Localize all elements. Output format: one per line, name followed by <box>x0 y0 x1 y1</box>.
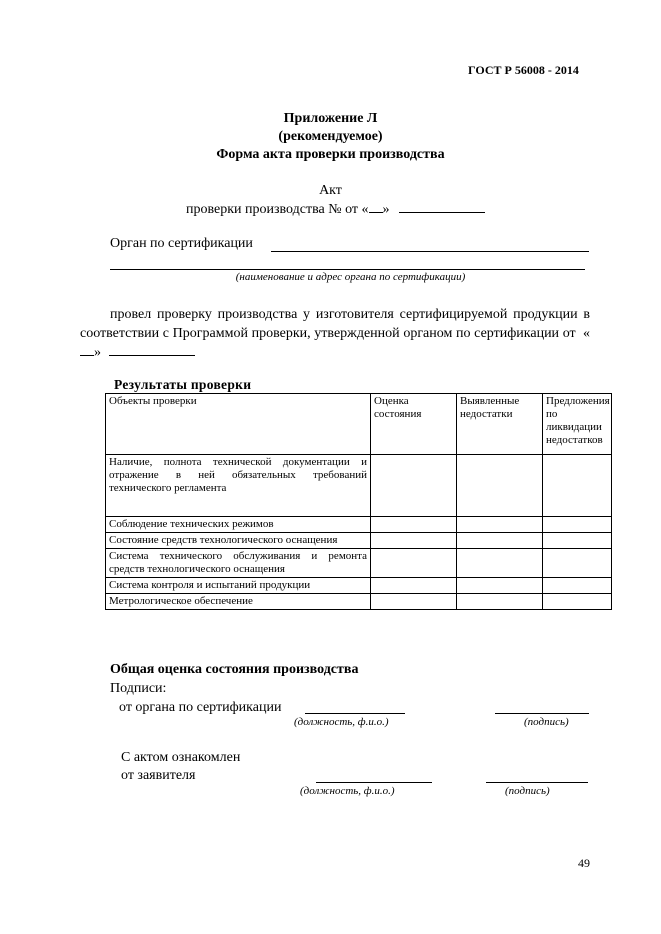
table-row <box>106 517 612 533</box>
cell-proposals[interactable] <box>543 578 612 594</box>
page-number: 49 <box>578 856 590 870</box>
from-certification-body-label: от органа по сертификации <box>119 700 282 715</box>
act-day-blank[interactable] <box>369 200 383 213</box>
org-position-field[interactable] <box>305 713 405 714</box>
applicant-signature-field[interactable] <box>486 782 588 783</box>
act-date-blank[interactable] <box>399 200 485 213</box>
from-applicant-label: от заявителя <box>121 768 196 783</box>
appendix-title: Приложение Л <box>283 111 378 126</box>
certification-body-field[interactable] <box>271 251 589 252</box>
cell-deficiencies[interactable] <box>457 517 543 533</box>
table-header-row <box>106 394 612 455</box>
cell-deficiencies[interactable] <box>457 594 543 610</box>
cell-deficiencies[interactable] <box>457 533 543 549</box>
inspection-paragraph <box>80 305 590 362</box>
cell-deficiencies[interactable] <box>457 455 543 517</box>
cell-proposals[interactable] <box>543 549 612 578</box>
header-deficiencies: Выявленные недостатки <box>457 394 543 455</box>
appendix-status: (рекомендуемое) <box>278 129 383 144</box>
org-signature-hint: (подпись) <box>524 716 569 728</box>
cell-proposals[interactable] <box>543 517 612 533</box>
header-proposals: Предложения по ликвидации недостатков <box>543 394 612 455</box>
results-table <box>105 393 612 610</box>
row-object: Состояние средств технологического оснащения <box>106 533 371 549</box>
acknowledged-label: С актом ознакомлен <box>121 750 241 765</box>
applicant-position-hint: (должность, ф.и.о.) <box>300 785 395 797</box>
row-object: Система контроля и испытаний продукции <box>106 578 371 594</box>
table-row <box>106 549 612 578</box>
applicant-signature-hint: (подпись) <box>505 785 550 797</box>
program-date-blank[interactable] <box>109 343 195 356</box>
signatures-label: Подписи: <box>110 681 167 696</box>
row-object: Система технического обслуживания и ремонта средств технологического оснащения <box>106 549 371 578</box>
cell-assessment[interactable] <box>371 455 457 517</box>
cell-deficiencies[interactable] <box>457 578 543 594</box>
org-signature-field[interactable] <box>495 713 589 714</box>
act-line-mid: » <box>382 202 390 217</box>
overall-assessment-title: Общая оценка состояния производства <box>110 662 359 677</box>
document-code: ГОСТ Р 56008 - 2014 <box>468 63 579 77</box>
cell-proposals[interactable] <box>543 455 612 517</box>
cell-proposals[interactable] <box>543 533 612 549</box>
certification-body-label: Орган по сертификации <box>110 236 253 251</box>
table-row <box>106 455 612 517</box>
org-position-hint: (должность, ф.и.о.) <box>294 716 389 728</box>
table-row <box>106 578 612 594</box>
cell-assessment[interactable] <box>371 594 457 610</box>
form-title: Форма акта проверки производства <box>216 147 445 162</box>
row-object: Наличие, полнота технической документации и отражение в ней обязательных требований технического регламента <box>106 455 371 517</box>
cell-assessment[interactable] <box>371 517 457 533</box>
paragraph-text: провел проверку производства у изготовителя сертифицируемой продукции в соответствии с Программой проверки, утвержденной органом по сертификации от <box>80 307 590 341</box>
certification-body-field-line2[interactable] <box>110 269 585 270</box>
act-number-line <box>186 200 485 218</box>
certification-body-hint: (наименование и адрес органа по сертификации) <box>235 271 466 283</box>
header-objects: Объекты проверки <box>106 394 371 455</box>
results-title: Результаты проверки <box>114 377 252 392</box>
act-line-prefix: проверки производства № от « <box>186 202 369 217</box>
act-heading: Акт <box>319 183 342 198</box>
table-row <box>106 594 612 610</box>
cell-deficiencies[interactable] <box>457 549 543 578</box>
cell-assessment[interactable] <box>371 533 457 549</box>
cell-assessment[interactable] <box>371 578 457 594</box>
table-row <box>106 533 612 549</box>
paragraph-date-close: » <box>94 345 101 360</box>
program-day-blank[interactable] <box>80 343 94 356</box>
row-object: Метрологическое обеспечение <box>106 594 371 610</box>
header-assessment: Оценка состояния <box>371 394 457 455</box>
cell-proposals[interactable] <box>543 594 612 610</box>
cell-assessment[interactable] <box>371 549 457 578</box>
row-object: Соблюдение технических режимов <box>106 517 371 533</box>
paragraph-date-open: « <box>583 326 591 341</box>
applicant-position-field[interactable] <box>316 782 432 783</box>
